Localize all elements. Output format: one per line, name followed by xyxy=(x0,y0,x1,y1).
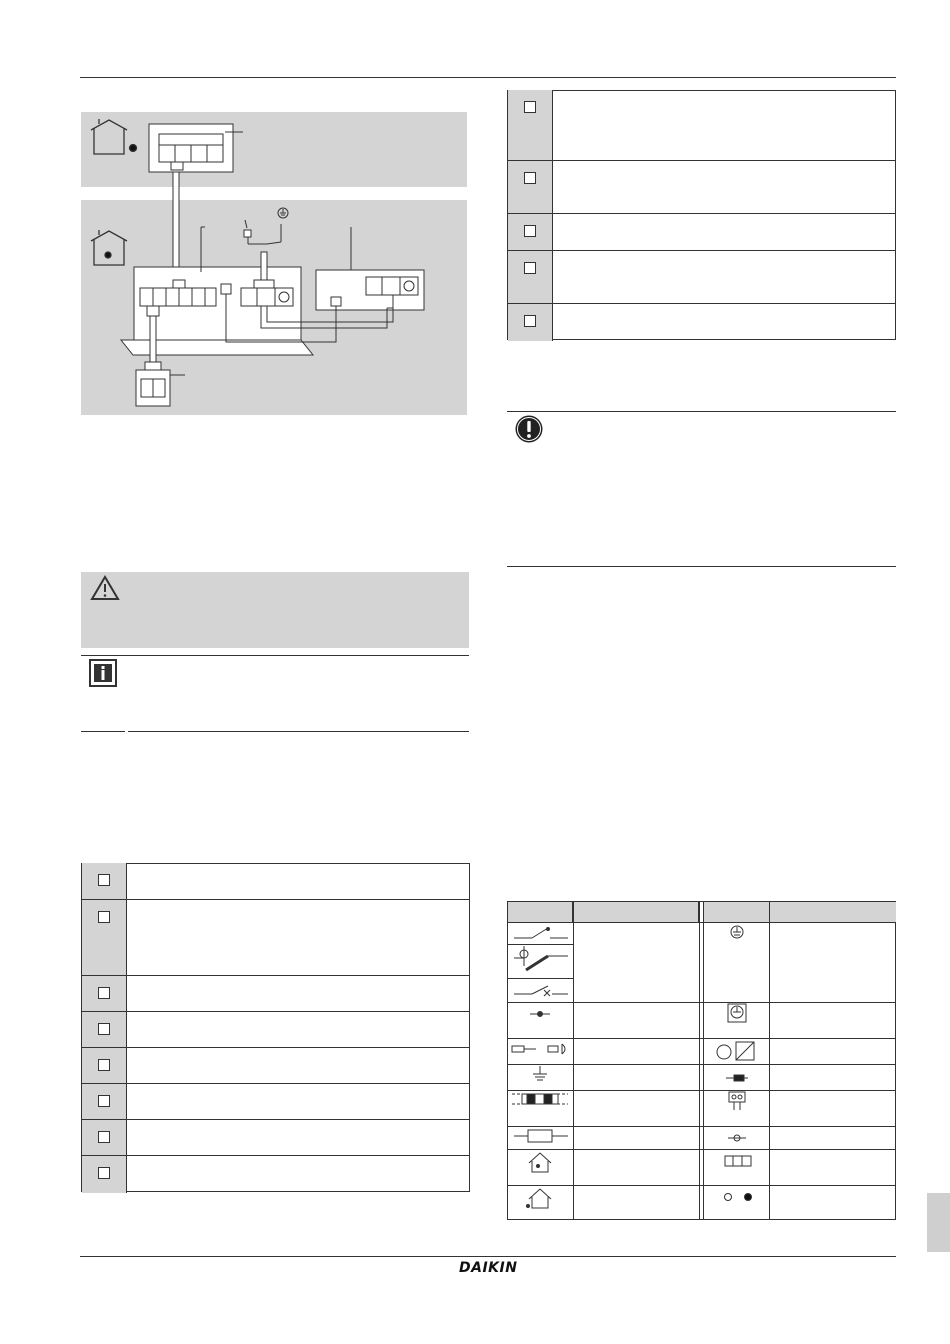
label-checkbox xyxy=(98,1131,110,1143)
brand-logo xyxy=(459,1260,523,1278)
indoor-panel xyxy=(81,112,467,187)
footer-rule xyxy=(80,1256,896,1257)
relay-icon xyxy=(728,1135,746,1141)
fuse-icon xyxy=(514,1130,568,1142)
label-checkbox xyxy=(524,101,536,113)
table-row xyxy=(508,90,895,160)
switch-icon xyxy=(514,928,568,939)
label-checkbox xyxy=(98,1167,110,1179)
table-row xyxy=(508,160,895,214)
indoor-outdoor-dot-icon xyxy=(725,1194,752,1201)
label-checkbox xyxy=(524,315,536,327)
terminal-icon xyxy=(530,1012,550,1017)
wiring-diagram xyxy=(81,112,467,415)
table-row xyxy=(82,899,469,976)
table-row xyxy=(82,1119,469,1156)
label-checkbox xyxy=(524,262,536,274)
table-header-cell xyxy=(770,902,896,922)
table-row xyxy=(508,303,895,341)
wire-harness-icon xyxy=(512,1094,568,1104)
table-row xyxy=(82,1083,469,1120)
attention-icon xyxy=(514,414,544,444)
label-checkbox xyxy=(524,172,536,184)
warning-separator xyxy=(81,655,469,656)
symbol-table xyxy=(507,901,896,1220)
header-rule xyxy=(80,77,896,78)
table-header-cell xyxy=(573,902,699,922)
warning-icon xyxy=(90,575,120,601)
label-checkbox xyxy=(98,987,110,999)
warning-note xyxy=(81,572,469,648)
table-row xyxy=(508,213,895,251)
house-option-icon xyxy=(527,1189,552,1208)
ac-dc-icon xyxy=(717,1042,754,1060)
table-row xyxy=(82,1047,469,1084)
table-header-cell xyxy=(508,902,573,922)
connector-icon xyxy=(512,1044,565,1054)
attention-rule-bottom xyxy=(507,566,896,567)
table-row xyxy=(82,1155,469,1193)
contact-icon xyxy=(514,946,568,970)
symbol-column-left xyxy=(508,922,573,1222)
table-row xyxy=(82,975,469,1012)
side-tab xyxy=(927,1193,950,1252)
brand-logo-text: DAIKIN xyxy=(459,1260,518,1276)
switch-connector-icon xyxy=(729,1092,745,1110)
label-checkbox xyxy=(98,1059,110,1071)
noiseless-earth-icon xyxy=(728,1004,746,1022)
info-rule-left xyxy=(81,731,125,732)
wiring-diagram-svg xyxy=(81,112,467,415)
info-rule-right xyxy=(128,731,469,732)
table-row xyxy=(82,863,469,899)
earth-ground-icon xyxy=(533,1066,547,1080)
symbol-column-right xyxy=(704,922,770,1222)
left-label-table xyxy=(81,863,470,1192)
label-checkbox xyxy=(98,911,110,923)
house-field-icon xyxy=(529,1153,551,1172)
label-checkbox xyxy=(524,225,536,237)
right-label-table xyxy=(507,90,896,340)
diode-icon xyxy=(726,1075,748,1081)
label-checkbox xyxy=(98,1095,110,1107)
table-row xyxy=(508,250,895,304)
protective-earth-icon xyxy=(731,926,743,938)
breaker-icon xyxy=(514,986,568,996)
attention-rule-top xyxy=(507,411,896,412)
table-row xyxy=(82,1011,469,1048)
label-checkbox xyxy=(98,874,110,886)
info-icon xyxy=(89,659,119,687)
table-header-cell xyxy=(704,902,770,922)
label-checkbox xyxy=(98,1023,110,1035)
terminal-strip-icon xyxy=(725,1156,751,1166)
